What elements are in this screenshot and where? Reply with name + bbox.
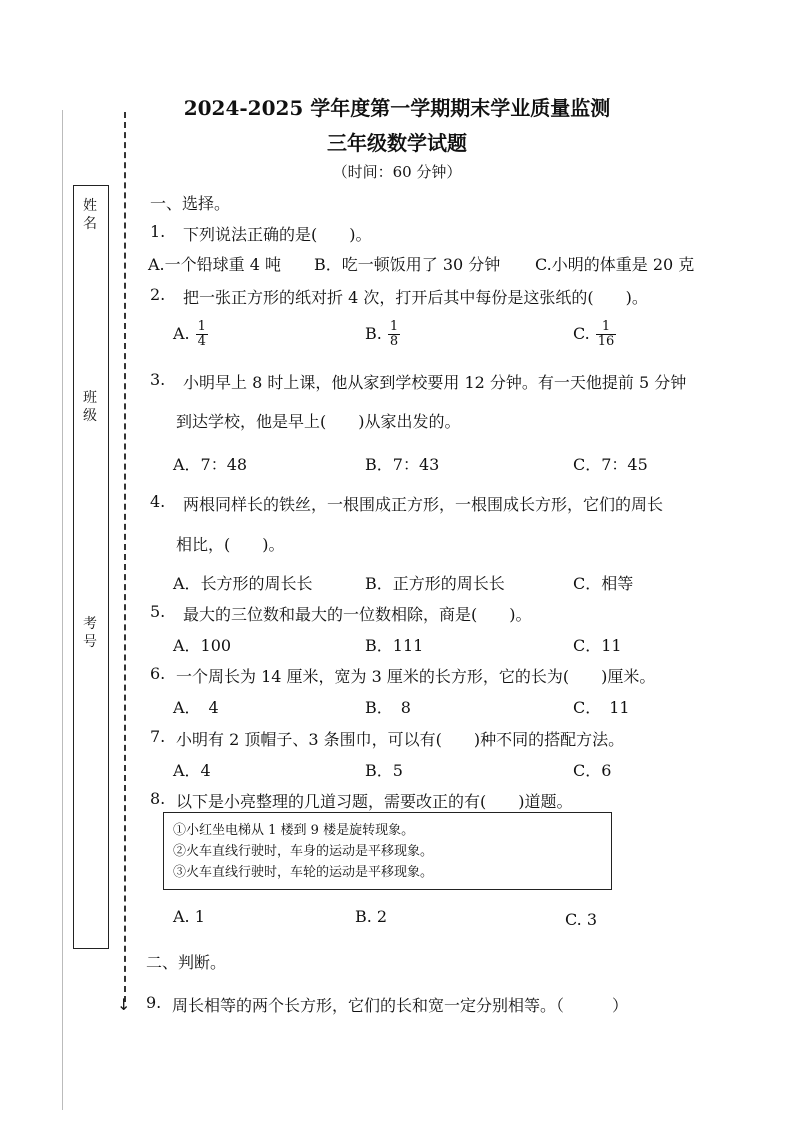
question-number: 1. <box>150 222 166 241</box>
exercise-item: ①小红坐电梯从 1 楼到 9 楼是旋转现象。 <box>173 823 415 838</box>
question-text: 最大的三位数和最大的一位数相除，商是( )。 <box>183 605 532 624</box>
question-number: 7. <box>150 727 166 746</box>
option-b: B．7：43 <box>365 455 440 474</box>
question-text-continued: 相比，( )。 <box>176 535 285 554</box>
question-number: 2. <box>150 285 166 304</box>
option-c: C．相等 <box>573 574 634 593</box>
question-number: 5. <box>150 602 166 621</box>
question-number: 3. <box>150 370 166 389</box>
section-heading-judge: 二、判断。 <box>146 953 227 972</box>
exam-number-label: 考号 <box>83 616 97 650</box>
option-a: A．7：48 <box>173 455 248 474</box>
page-edge-line <box>62 110 63 1110</box>
question-text: 小明有 2 顶帽子、3 条围巾，可以有( )种不同的搭配方法。 <box>176 730 625 749</box>
section-heading-choice: 一、选择。 <box>150 194 231 213</box>
option-c: C.小明的体重是 20 克 <box>535 255 695 274</box>
fraction: $\frac{1}{16}$ <box>597 319 615 349</box>
student-info-box <box>73 185 109 949</box>
question-number: 4. <box>150 492 166 511</box>
question-text: 以下是小亮整理的几道习题，需要改正的有( )道题。 <box>176 792 573 811</box>
option-b: B．5 <box>365 761 403 780</box>
binding-arrow: ↓ <box>117 995 131 1014</box>
question-number: 8. <box>150 789 166 808</box>
option-c: C. $\frac{1}{16}$ <box>573 319 615 349</box>
option-a: A. 1 <box>173 907 205 926</box>
exercise-item: ②火车直线行驶时，车身的运动是平移现象。 <box>173 844 434 859</box>
question-text: 一个周长为 14 厘米，宽为 3 厘米的长方形，它的长为( )厘米。 <box>176 667 656 686</box>
option-b: B．正方形的周长长 <box>365 574 505 593</box>
option-c: C．6 <box>573 761 612 780</box>
time-note: （时间：60 分钟） <box>332 163 462 181</box>
question-number: 6. <box>150 664 166 683</box>
option-b: B． 8 <box>365 698 411 717</box>
option-a: A．长方形的周长长 <box>173 574 313 593</box>
question-text: 下列说法正确的是( )。 <box>183 225 372 244</box>
option-c: C． 11 <box>573 698 630 717</box>
option-b: B．111 <box>365 636 424 655</box>
page-title: 2024-2025 学年度第一学期期末学业质量监测 <box>183 96 611 120</box>
option-a: A. $\frac{1}{4}$ <box>173 319 206 349</box>
option-a: A．100 <box>173 636 232 655</box>
option-b: B．吃一顿饭用了 30 分钟 <box>314 255 501 274</box>
option-a: A． 4 <box>173 698 219 717</box>
option-a: A.一个铅球重 4 吨 <box>148 255 281 274</box>
question-text: 小明早上 8 时上课，他从家到学校要用 12 分钟。有一天他提前 5 分钟 <box>183 373 687 392</box>
option-c: C．7：45 <box>573 455 648 474</box>
name-label: 姓名 <box>83 198 97 232</box>
option-b: B. 2 <box>355 907 388 926</box>
question-text: 两根同样长的铁丝，一根围成正方形，一根围成长方形，它们的周长 <box>183 495 664 514</box>
page-subtitle: 三年级数学试题 <box>327 131 467 155</box>
fraction: $\frac{1}{4}$ <box>197 319 206 349</box>
class-label: 班级 <box>83 390 97 424</box>
question-number: 9. <box>146 993 162 1012</box>
fraction: $\frac{1}{8}$ <box>389 319 399 349</box>
exercise-item: ③火车直线行驶时，车轮的运动是平移现象。 <box>173 865 434 880</box>
question-text: 周长相等的两个长方形，它们的长和宽一定分别相等。（ ） <box>172 996 629 1015</box>
question-text-continued: 到达学校，他是早上( )从家出发的。 <box>176 412 461 431</box>
option-c: C．11 <box>573 636 622 655</box>
question-text: 把一张正方形的纸对折 4 次，打开后其中每份是这张纸的( )。 <box>183 288 648 307</box>
option-b: B. $\frac{1}{8}$ <box>365 319 399 349</box>
option-c: C. 3 <box>565 910 598 929</box>
option-a: A．4 <box>173 761 211 780</box>
binding-dashed-line <box>124 112 126 1002</box>
